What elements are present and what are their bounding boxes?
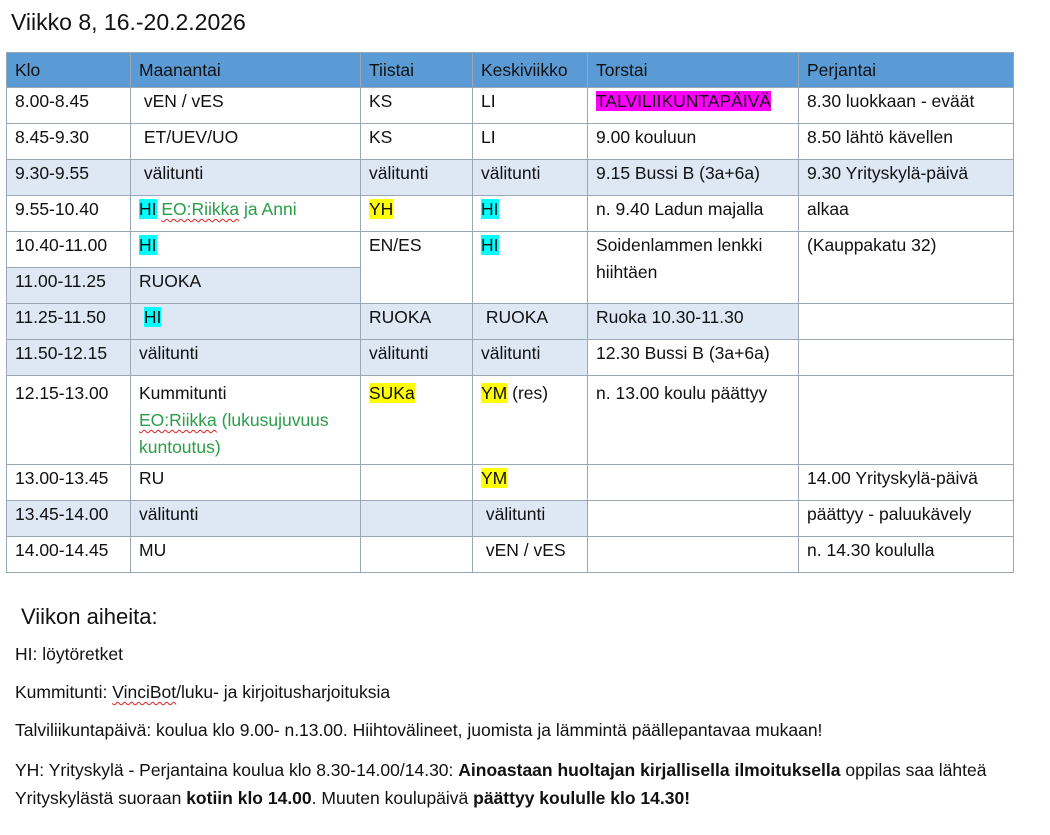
page-title: Viikko 8, 16.-20.2.2026 [11,9,246,35]
tue-cell [361,465,473,501]
thu-line: hiihtäen [596,262,658,282]
fri-cell: n. 14.30 koululla [799,537,1014,573]
eo-rest-line: kuntoutus) [139,437,221,457]
ym-highlight: YM [481,383,508,403]
wed-cell: LI [473,88,588,124]
wed-cell [473,376,588,465]
time-cell: 11.25-11.50 [7,304,131,340]
tue-cell: KS [361,88,473,124]
yh-bold: päättyy koululle klo 14.30! [473,788,691,808]
fri-cell: alkaa [799,196,1014,232]
mon-text: ET/UEV/UO [143,127,239,147]
time-cell: 8.00-8.45 [7,88,131,124]
schedule-table [6,52,1014,573]
fri-cell [799,340,1014,376]
time-cell: 9.30-9.55 [7,160,131,196]
wed-cell: välitunti [473,340,588,376]
thu-cell [588,232,799,304]
table-row [7,160,1014,196]
time-cell: 9.55-10.40 [7,196,131,232]
tue-cell [361,376,473,465]
wed-text: vEN / vES [485,540,566,560]
wed-text: välitunti [485,504,546,524]
header-row [7,53,1014,88]
vincibot-word: VinciBot [112,682,177,702]
ym-highlight: YM [481,468,508,488]
note-kummitunti [15,680,1045,705]
mon-cell: RUOKA [131,268,361,304]
wed-cell: LI [473,124,588,160]
table-row [7,88,1014,124]
hi-highlight: HI [139,199,157,219]
yh-bold: kotiin klo 14.00 [186,788,312,808]
header-wed: Keskiviikko [473,53,588,88]
thu-cell [588,88,799,124]
time-cell: 14.00-14.45 [7,537,131,573]
mon-cell [131,160,361,196]
table-row [7,501,1014,537]
eo-riikka: EO:Riikka [139,410,217,430]
wed-cell [473,501,588,537]
eo-riikka: EO:Riikka [161,199,240,219]
mon-cell [131,124,361,160]
kummitunti-text: Kummitunti [139,383,227,403]
table-row [7,376,1014,465]
tue-cell: RUOKA [361,304,473,340]
header-klo: Klo [7,53,131,88]
note-hi: HI: löytöretket [15,644,123,664]
hi-highlight: HI [139,235,157,255]
kummi-prefix: Kummitunti: [15,682,113,702]
mon-cell: välitunti [131,501,361,537]
kummi-rest: /luku- ja kirjoitusharjoituksia [176,682,391,702]
header-thu: Torstai [588,53,799,88]
header-tue: Tiistai [361,53,473,88]
mon-cell [131,304,361,340]
header-fri: Perjantai [799,53,1014,88]
mon-cell: RU [131,465,361,501]
header-mon: Maanantai [131,53,361,88]
time-cell: 13.45-14.00 [7,501,131,537]
wed-cell [473,196,588,232]
table-row [7,196,1014,232]
table-row [7,340,1014,376]
wed-text: (res) [507,383,549,403]
hi-highlight: HI [481,199,499,219]
notes-heading: Viikon aiheita: [21,604,158,629]
notes-section [15,604,1045,825]
table-row [7,465,1014,501]
wed-cell [473,537,588,573]
yh-text: YH: Yrityskylä - Perjantaina koulua klo 8.30-14.00/14.30: [15,760,459,780]
mon-text: välitunti [143,163,204,183]
hi-highlight: HI [143,307,162,327]
yh-text: oppilas saa lähteä Yrityskylästä suoraan [15,760,987,808]
mon-cell [131,376,361,465]
wed-cell: välitunti [473,160,588,196]
yh-highlight: YH [369,199,394,219]
note-talviliikunta: Talviliikuntapäivä: koulua klo 9.00- n.13.00. Hiihtovälineet, juomista ja lämmintä päällepantavaa mukaan! [15,720,823,740]
thu-cell: 12.30 Bussi B (3a+6a) [588,340,799,376]
table-row [7,124,1014,160]
thu-line: Soidenlammen lenkki [596,235,763,255]
thu-cell [588,537,799,573]
thu-cell [588,465,799,501]
tue-cell [361,537,473,573]
fri-cell [799,304,1014,340]
note-yh [15,756,1045,812]
tue-cell [361,501,473,537]
mon-text: vEN / vES [143,91,224,111]
yh-bold: Ainoastaan huoltajan kirjallisella ilmoituksella [458,760,841,780]
hi-highlight: HI [481,235,499,255]
fri-cell: 14.00 Yrityskylä-päivä [799,465,1014,501]
tue-cell: välitunti [361,340,473,376]
mon-cell [131,88,361,124]
tue-cell: EN/ES [361,232,473,304]
time-cell: 11.50-12.15 [7,340,131,376]
table-row [7,232,1014,268]
table-row [7,304,1014,340]
eo-rest: ja Anni [239,199,297,219]
wed-cell [473,304,588,340]
fri-cell: päättyy - paluukävely [799,501,1014,537]
thu-cell: n. 13.00 koulu päättyy [588,376,799,465]
wed-text: RUOKA [485,307,549,327]
fri-cell [799,376,1014,465]
mon-cell: välitunti [131,340,361,376]
thu-cell: 9.00 kouluun [588,124,799,160]
time-cell: 13.00-13.45 [7,465,131,501]
mon-cell [131,232,361,268]
wed-cell [473,232,588,304]
fri-cell: 8.50 lähtö kävellen [799,124,1014,160]
tue-cell: KS [361,124,473,160]
suka-highlight: SUKa [369,383,415,403]
time-cell: 10.40-11.00 [7,232,131,268]
fri-cell: 9.30 Yrityskylä-päivä [799,160,1014,196]
thu-cell: 9.15 Bussi B (3a+6a) [588,160,799,196]
wed-cell [473,465,588,501]
mon-cell [131,196,361,232]
fri-cell: (Kauppakatu 32) [799,232,1014,304]
thu-cell: n. 9.40 Ladun majalla [588,196,799,232]
thu-cell [588,501,799,537]
time-cell: 11.00-11.25 [7,268,131,304]
tue-cell [361,196,473,232]
thu-cell: Ruoka 10.30-11.30 [588,304,799,340]
eo-rest: (lukusujuvuus [216,410,329,430]
table-row [7,537,1014,573]
fri-cell: 8.30 luokkaan - eväät [799,88,1014,124]
talviliikunta-highlight: TALVILIIKUNTAPÄIVÄ [596,91,772,111]
tue-cell: välitunti [361,160,473,196]
yh-text: . Muuten koulupäivä [311,788,474,808]
time-cell: 8.45-9.30 [7,124,131,160]
mon-cell: MU [131,537,361,573]
time-cell: 12.15-13.00 [7,376,131,465]
